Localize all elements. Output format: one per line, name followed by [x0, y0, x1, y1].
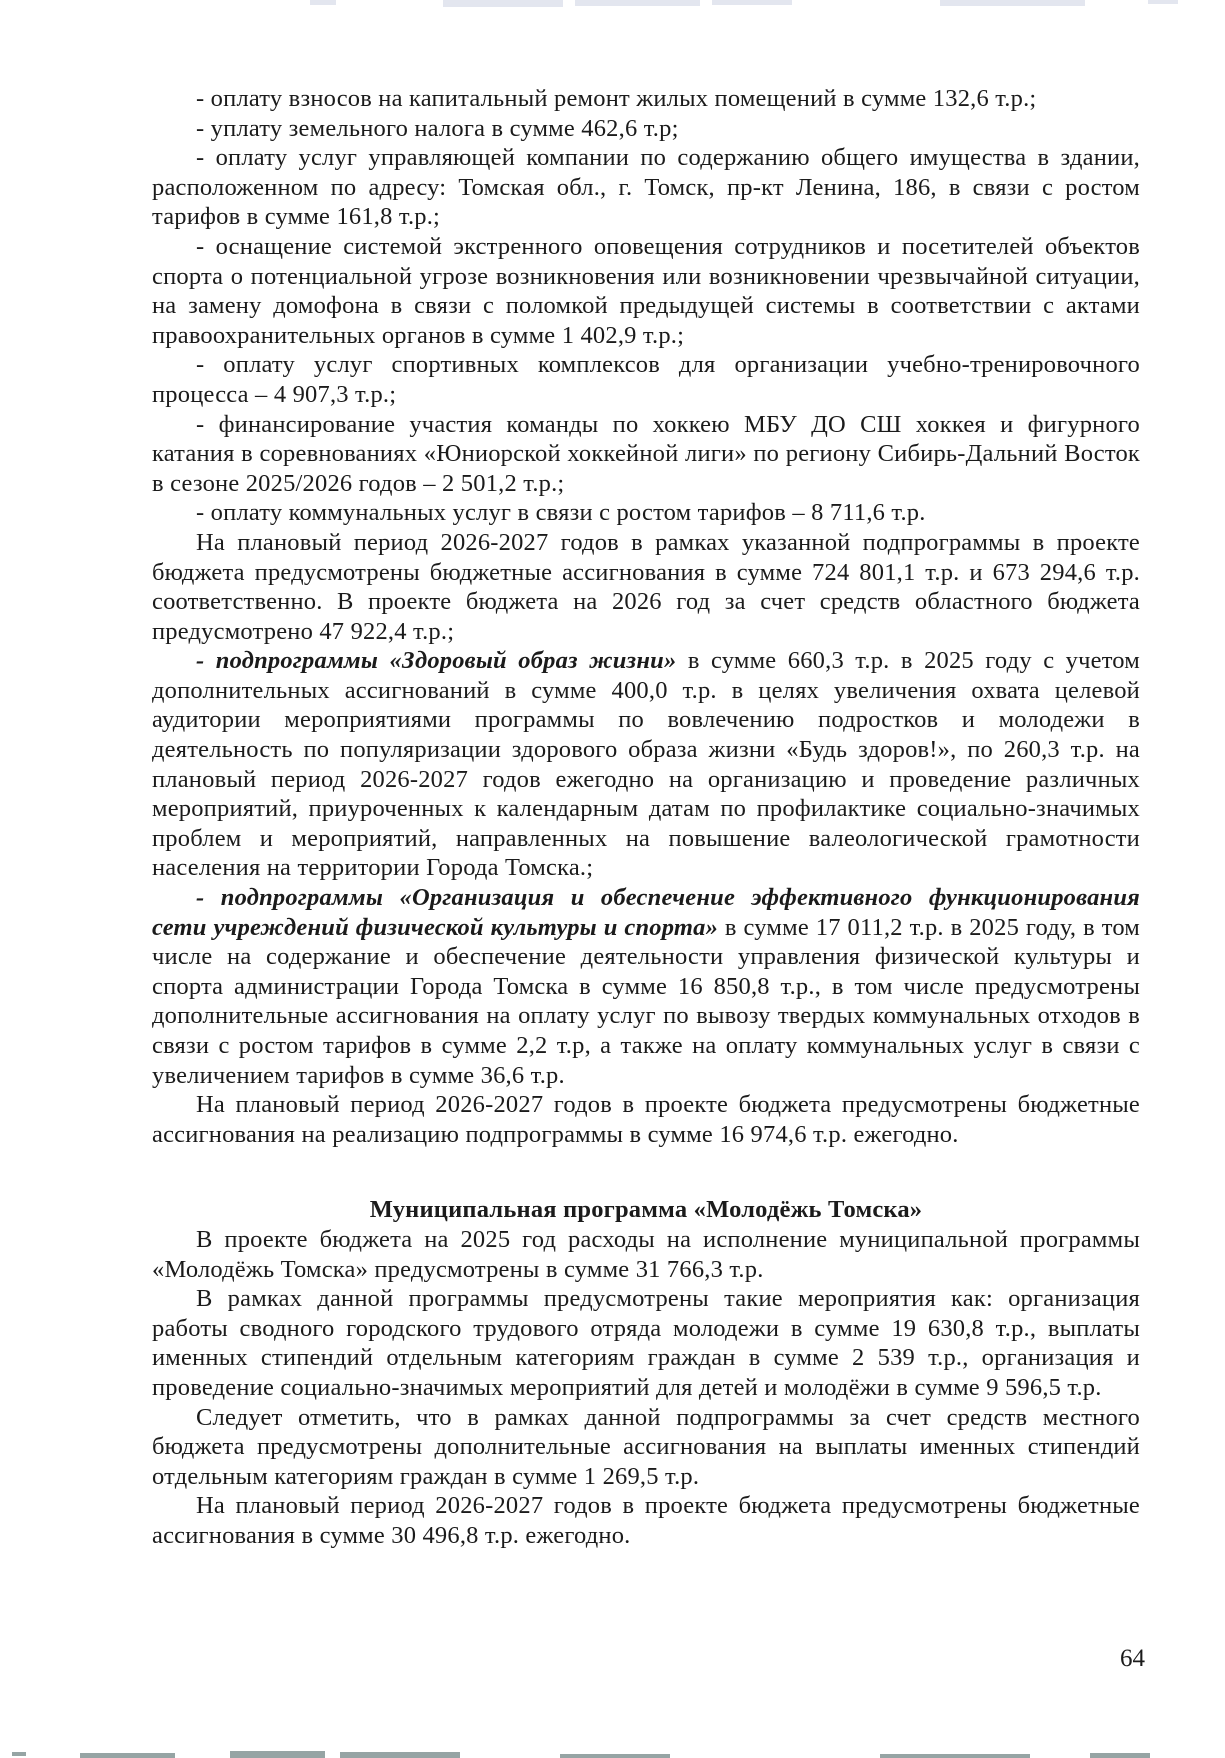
scan-artifact [880, 1754, 1030, 1758]
scan-artifact [80, 1753, 175, 1758]
scan-artifact [940, 0, 1085, 6]
scan-artifact [443, 0, 563, 7]
scan-artifact [12, 1752, 26, 1756]
paragraph: - финансирование участия команды по хоккею МБУ ДО СШ хоккея и фигурного катания в соревнованиях «Юниорской хоккейной лиги» по региону Сибирь-Дальний Восток в сезоне 2025/2026 годов – 2 501,2 т.р.; [152, 410, 1140, 497]
scan-artifact [230, 1751, 325, 1758]
paragraph: - оплату взносов на капитальный ремонт жилых помещений в сумме 132,6 т.р.; [196, 85, 1037, 112]
paragraph: - уплату земельного налога в сумме 462,6 т.р; [196, 114, 679, 142]
subprogram-title: - подпрограммы «Организация и обеспечение эффективного функционирования сети учреждений физической культуры и спорта» [152, 884, 1140, 941]
paragraph: В рамках данной программы предусмотрены такие мероприятия как: организация работы сводного городского трудового отряда молодежи в сумме 19 630,8 т.р., выплаты именных стипендий отдельным категориям граждан в сумме 2 539 т.р., организация и проведение социально-значимых мероприятий для детей и молодёжи в сумме 9 596,5 т.р. [152, 1285, 1140, 1401]
paragraph: - оснащение системой экстренного оповещения сотрудников и посетителей объектов спорта о потенциальной угрозе возникновения или возникновении чрезвычайной ситуации, на замену домофона в связи с поломкой предыдущей системы в соответствии с актами правоохранительных органов в сумме 1 402,9 т.р.; [152, 232, 1140, 349]
paragraph-text: в сумме 660,3 т.р. в 2025 году с учетом дополнительных ассигнований в сумме 400,0 т.р. в целях увеличения охвата целевой аудитории мероприятиями программы по вовлечению подростков и молодежи в деятельность по популяризации здорового образа жизни «Будь здоров!», по 260,3 т.р. на плановый период 2026-2027 годов ежегодно на организацию и проведение различных мероприятий, приуроченных к календарным датам по профилактике социально-значимых проблем и мероприятий, направленных на повышение валеологической грамотности населения на территории Города Томска.; [152, 647, 1140, 882]
paragraph: На плановый период 2026-2027 годов в проекте бюджета предусмотрены бюджетные ассигнования на реализацию подпрограммы в сумме 16 974,6 т.р. ежегодно. [152, 1091, 1140, 1148]
paragraph: На плановый период 2026-2027 годов в проекте бюджета предусмотрены бюджетные ассигнования в сумме 30 496,8 т.р. ежегодно. [152, 1492, 1140, 1549]
paragraph-subprogram-healthy-lifestyle [152, 646, 1140, 883]
page-number: 64 [1120, 1645, 1145, 1672]
scan-artifact [310, 0, 336, 5]
paragraph: - оплату коммунальных услуг в связи с ростом тарифов – 8 711,6 т.р. [196, 499, 926, 527]
paragraph-subprogram-sport-institutions [152, 883, 1140, 1090]
document-body [152, 84, 1140, 1551]
scan-artifact [340, 1752, 460, 1758]
paragraph: На плановый период 2026-2027 годов в рамках указанной подпрограммы в проекте бюджета предусмотрены бюджетные ассигнования в сумме 724 801,1 т.р. и 673 294,6 т.р. соответственно. В проекте бюджета на 2026 год за счет средств областного бюджета предусмотрено 47 922,4 т.р.; [152, 528, 1140, 645]
scan-artifact [1148, 0, 1178, 4]
scan-artifact [560, 1754, 670, 1758]
paragraph-text: в сумме 17 011,2 т.р. в 2025 году, в том числе на содержание и обеспечение деятельности управления физической культуры и спорта администрации Города Томска в сумме 16 850,8 т.р., в том числе предусмотрены дополнительные ассигнования на оплату услуг по вывозу твердых коммунальных отходов в связи с ростом тарифов в сумме 2,2 т.р, а также на оплату коммунальных услуг в связи с увеличением тарифов в сумме 36,6 т.р. [152, 913, 1141, 1089]
scan-artifact [1090, 1753, 1150, 1758]
scan-artifact [575, 0, 700, 6]
paragraph: - оплату услуг спортивных комплексов для организации учебно-тренировочного процесса – 4 907,3 т.р.; [152, 351, 1140, 408]
paragraph: В проекте бюджета на 2025 год расходы на исполнение муниципальной программы «Молодёжь Томска» предусмотрены в сумме 31 766,3 т.р. [152, 1225, 1140, 1283]
paragraph: - оплату услуг управляющей компании по содержанию общего имущества в здании, расположенном по адресу: Томская обл., г. Томск, пр-кт Ленина, 186, в связи с ростом тарифов в сумме 161,8 т.р.; [152, 144, 1140, 231]
paragraph: Следует отметить, что в рамках данной подпрограммы за счет средств местного бюджета предусмотрены дополнительные ассигнования на выплаты именных стипендий отдельным категориям граждан в сумме 1 269,5 т.р. [152, 1403, 1140, 1490]
program-heading: Муниципальная программа «Молодёжь Томска» [369, 1196, 923, 1224]
subprogram-title: - подпрограммы «Здоровый образ жизни» [196, 647, 677, 675]
scan-artifact [712, 0, 792, 5]
